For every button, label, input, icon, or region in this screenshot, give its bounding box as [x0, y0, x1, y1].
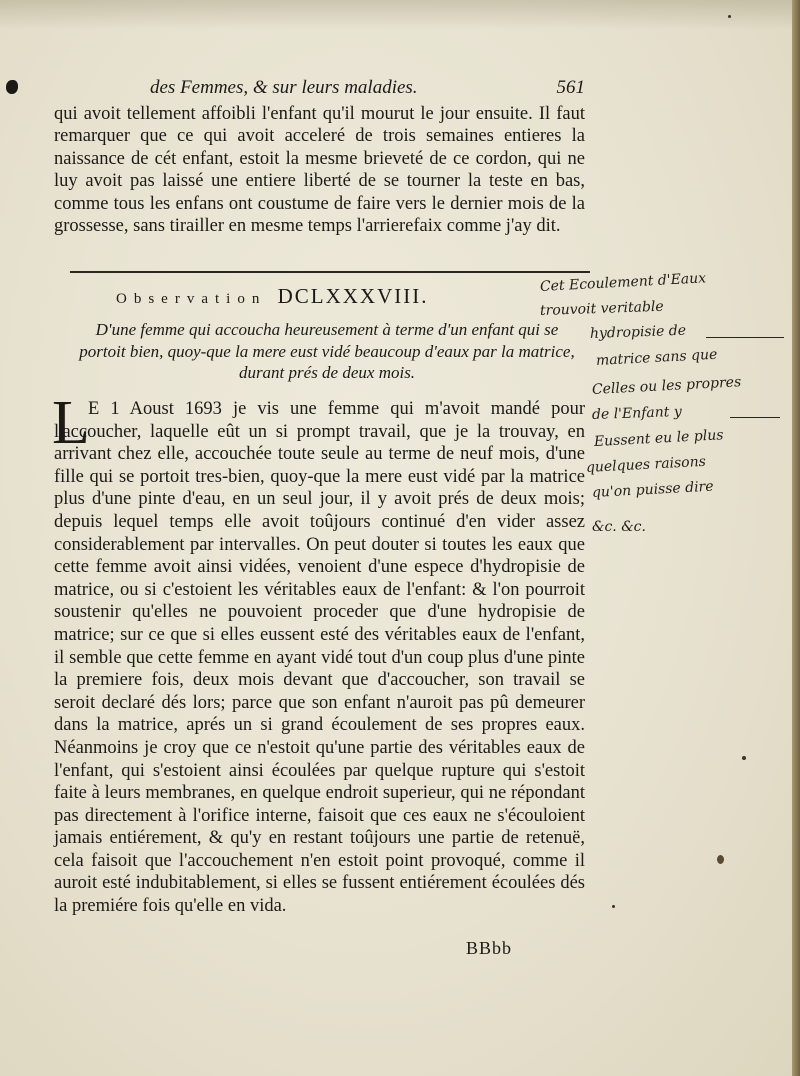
signature-mark: BBbb	[466, 938, 513, 958]
page-edge	[792, 0, 800, 1076]
paper-speck	[717, 855, 724, 864]
handwritten-line: Celles ou les propres	[591, 374, 742, 398]
page-number: 561	[556, 77, 585, 98]
handwritten-line: hydropisie de	[589, 322, 687, 342]
bleed-through-shadow	[0, 0, 792, 30]
continued-paragraph: qui avoit tellement affoibli l'enfant qu'il mourut le jour ensuite. Il faut remarquer que ce qui avoit acceleré de trois semaines entieres la naissance de cét enfant, estoit la mesme brieveté de ce cordon, qui ne luy avoit pas laissé une entiere liberté de se tourner la teste en bas, comme tous les enfans ont coustume de faire vers le dernier mois de la grossesse, sans tirailler en mesme temps l'arrierefaix comme j'ay dit.	[54, 104, 585, 237]
ink-blot	[6, 80, 18, 94]
observation-numeral: DCLXXXVIII.	[277, 284, 429, 308]
paper-speck	[728, 15, 731, 18]
running-title: des Femmes, & sur leurs maladies.	[150, 77, 418, 98]
handwritten-line: Cet Ecoulement d'Eaux	[539, 270, 707, 295]
ink-rule	[730, 417, 780, 418]
handwritten-line: trouvoit veritable	[539, 298, 664, 319]
handwritten-line: Eussent eu le plus	[593, 427, 724, 450]
ink-rule	[706, 337, 784, 338]
handwritten-line: qu'on puisse dire	[591, 478, 714, 501]
section-rule	[70, 271, 590, 273]
handwritten-line: &c. &c.	[592, 519, 646, 535]
observation-label: Observation	[116, 291, 267, 307]
body-text: E 1 Aoust 1693 je vis une femme qui m'avoit mandé pour l'accoucher, laquelle eût un si prompt travail, que je la trouvay, en arrivant chez elle, accouchée toute seule au terme de neuf mois, d'une fille qui se portoit tres-bien, quoy-que la mere eust vidé par la matrice plus d'une pinte d'eau, en un seul jour, il y avoit prés de deux mois; depuis lequel temps elle avoit toûjours continué d'en vider assez considerablement par intervalles. On peut douter si toutes les eaux que cette femme avoit ainsi vidées, venoient d'une espece d'hydropisie de matrice, ou si c'estoient les véritables eaux de l'enfant: & l'on pourroit soustenir qu'elles ne pouvoient proceder que d'une hydropisie de matrice; sur ce que si elles eussent esté des véritables eaux de l'enfant, il semble que cette femme en ayant vidé tout d'un coup plus d'une pinte la premiere fois, deux mois devant que d'accoucher, son travail se seroit declaré dés lors; parce que son enfant n'auroit pas pû demeurer dans la matrice, aprés un si grand écoulement de ses propres eaux. Néanmoins je croy que ce n'estoit qu'une partie des véritables eaux de l'enfant, qui s'estoient ainsi écoulées par quelque rupture qui s'estoit faite à leurs membranes, en quelque endroit superieur, qui ne répondant pas directement à l'orifice interne, faisoit que ces eaux ne s'écouloient jamais entiérement, & qu'y en restant toûjours une partie de retenuë, cela faisoit que l'accouchement n'en estoit point provoqué, comme il auroit esté indubitablement, si elles se fussent entiérement écoulées dés la premiére fois qu'elle en vida.	[54, 399, 585, 917]
handwritten-line: de l'Enfant y	[591, 403, 683, 423]
observation-heading	[116, 284, 428, 309]
drop-cap: L	[52, 389, 90, 457]
paper-speck	[612, 905, 615, 908]
body-paragraph	[54, 398, 585, 918]
running-header	[150, 77, 585, 103]
paper-speck	[742, 756, 746, 760]
handwritten-line: quelques raisons	[585, 453, 707, 476]
handwritten-line: matrice sans que	[595, 346, 718, 369]
observation-subtitle: D'une femme qui accoucha heureusement à terme d'un enfant qui se portoit bien, quoy-que la mere eust vidé beaucoup d'eaux par la matrice, durant prés de deux mois.	[79, 320, 575, 382]
